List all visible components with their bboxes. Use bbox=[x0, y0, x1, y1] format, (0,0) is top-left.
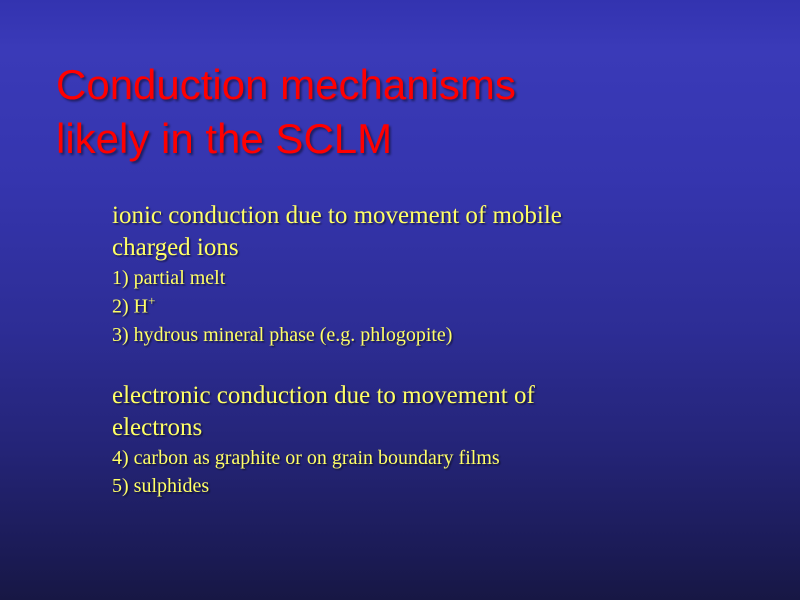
list-item-superscript: + bbox=[148, 293, 156, 309]
list-item: 1) partial melt bbox=[112, 267, 226, 289]
slide-title-line-2: likely in the SCLM bbox=[56, 114, 393, 162]
slide-title bbox=[56, 58, 756, 166]
content-group-ionic bbox=[112, 200, 752, 350]
list-item: 5) sulphides bbox=[112, 475, 210, 498]
group-heading-line-2: electrons bbox=[112, 413, 203, 441]
list-item: 4) carbon as graphite or on grain boundary films bbox=[112, 446, 500, 469]
group-heading-line-1: electronic conduction due to movement of bbox=[112, 381, 535, 409]
slide-body bbox=[112, 200, 752, 501]
list-item bbox=[112, 292, 752, 321]
content-group-electronic bbox=[112, 380, 752, 501]
group-heading-line-2: charged ions bbox=[112, 234, 239, 261]
group-spacer bbox=[112, 350, 752, 380]
slide-title-line-1: Conduction mechanisms bbox=[56, 61, 516, 108]
list-item-text: 2) H bbox=[112, 296, 149, 319]
group-heading-line-1: ionic conduction due to movement of mobile bbox=[112, 202, 562, 229]
list-item: 3) hydrous mineral phase (e.g. phlogopite) bbox=[112, 324, 453, 347]
